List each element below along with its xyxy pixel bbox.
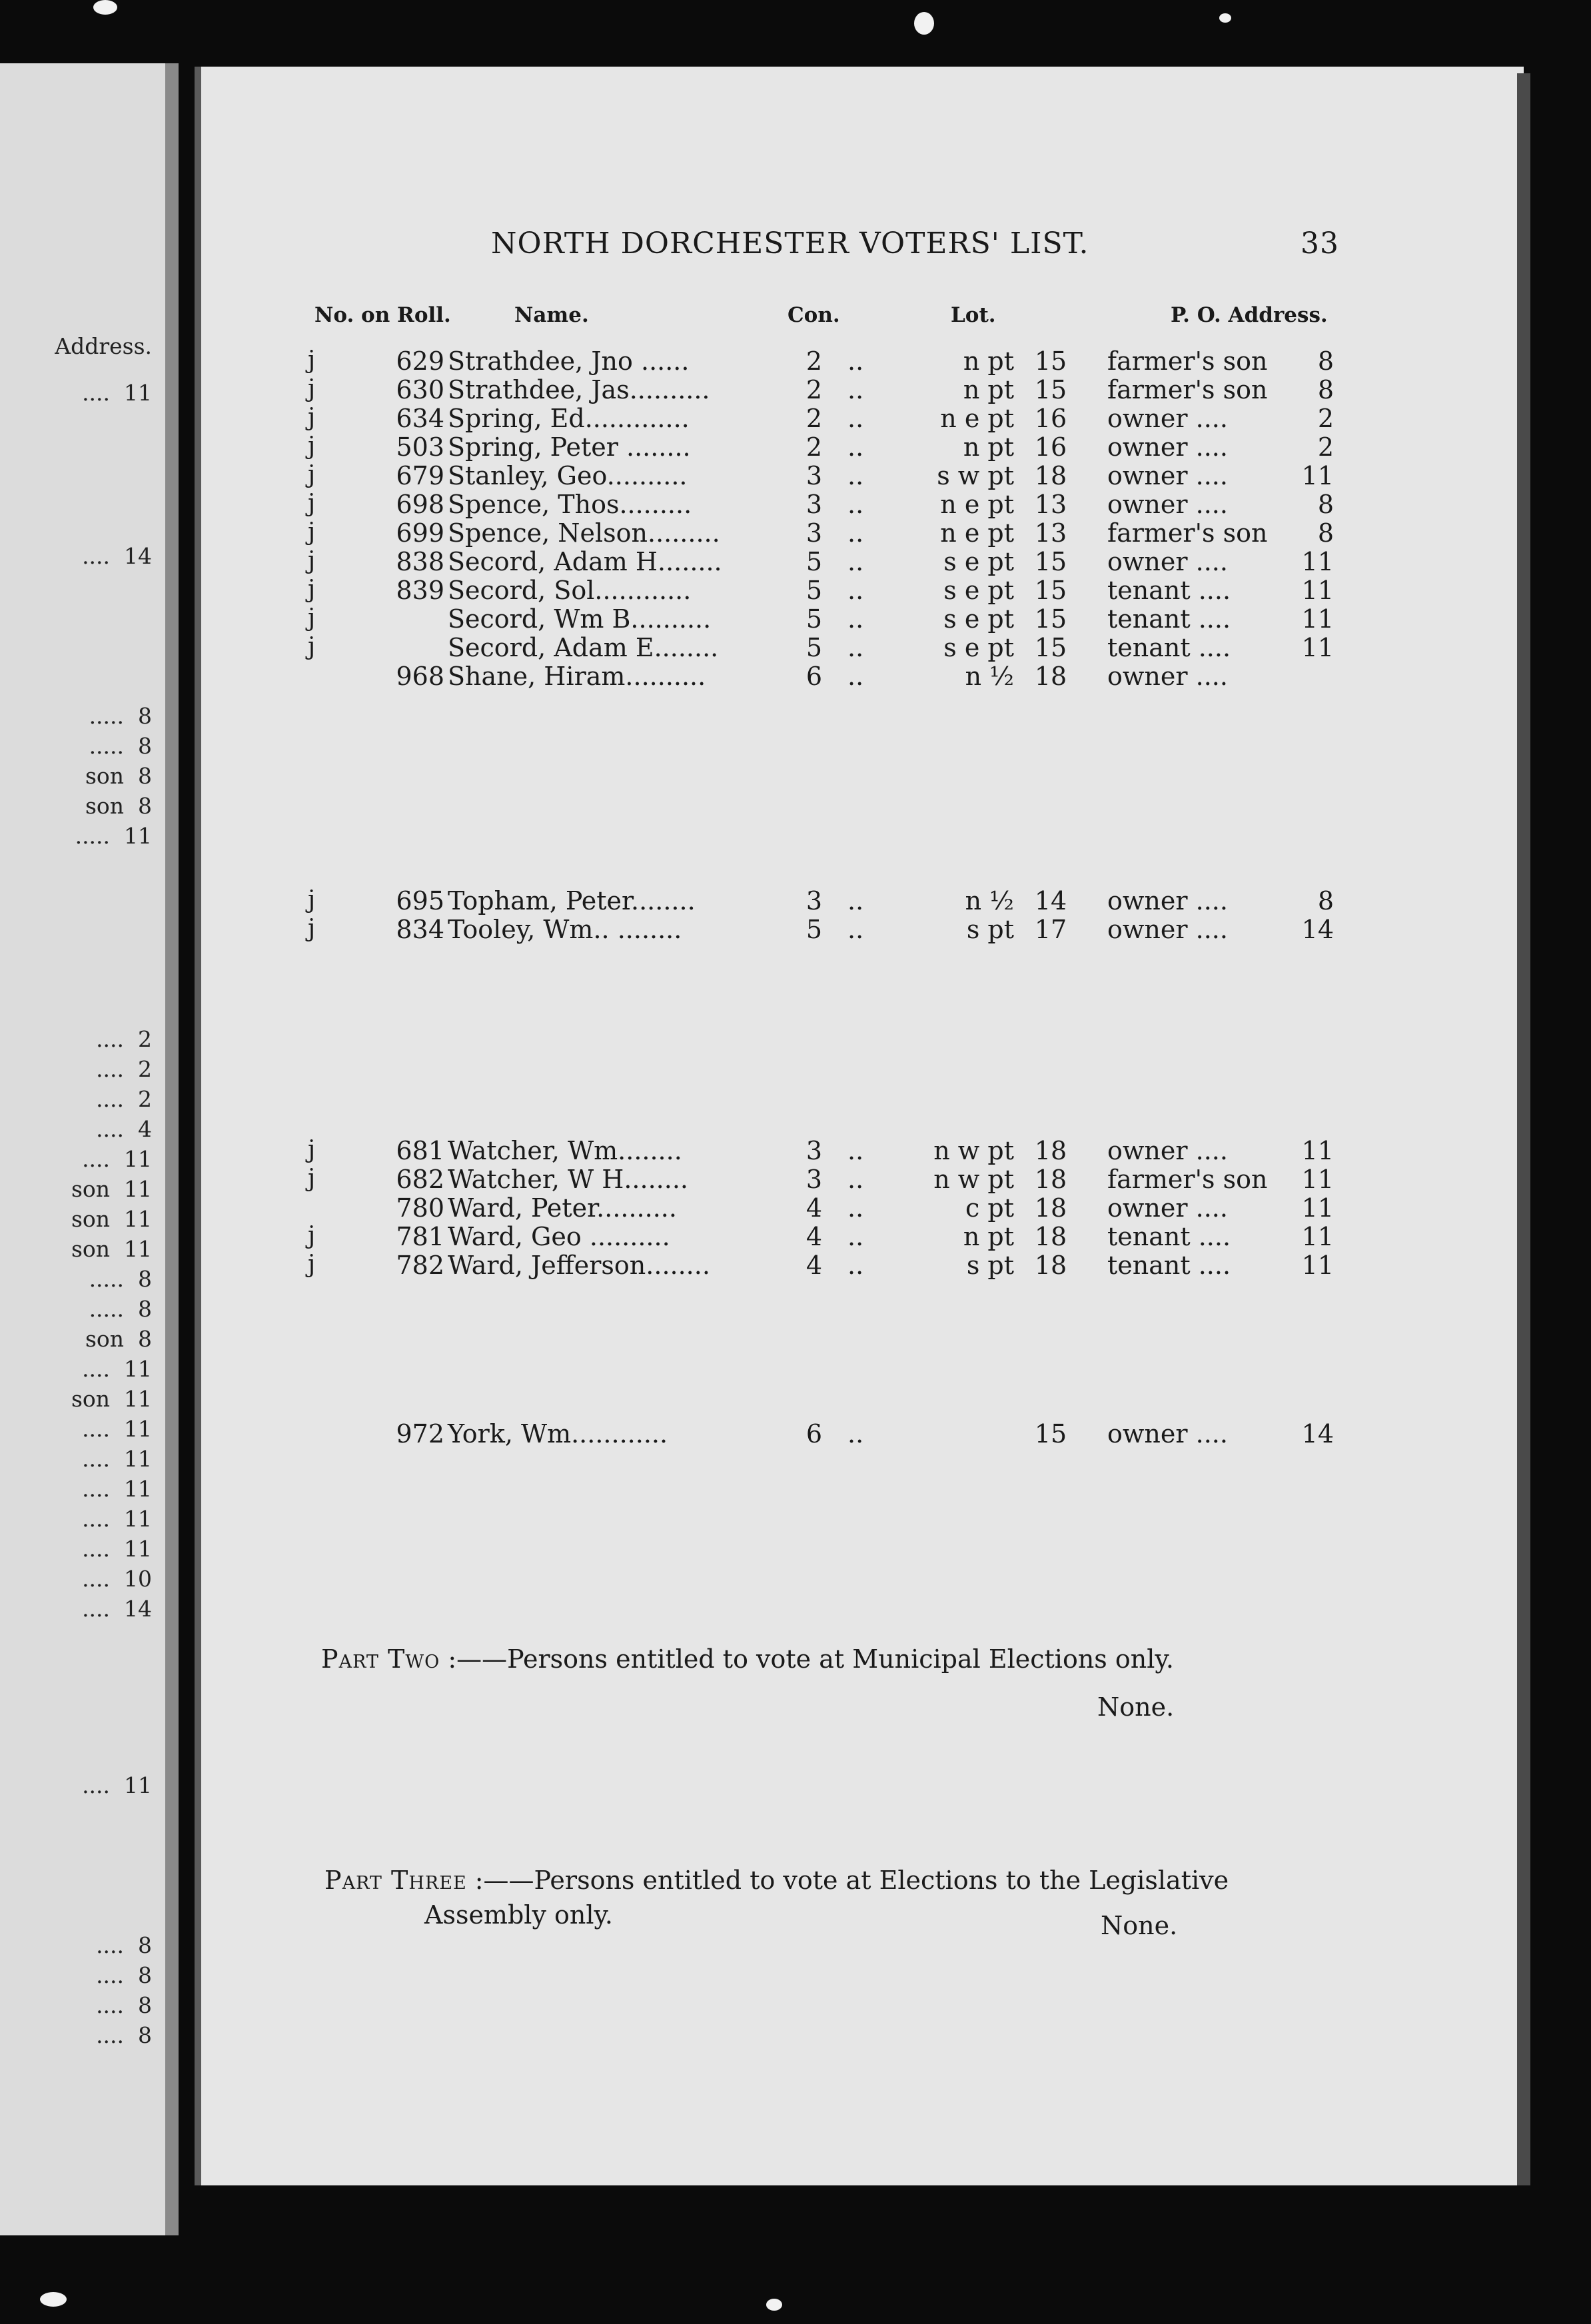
cell-po: 11 xyxy=(1301,1222,1334,1251)
table-row xyxy=(201,547,1500,578)
left-page-line: son 11 xyxy=(71,1386,152,1412)
table-row xyxy=(201,1251,1500,1281)
cell-po: 2 xyxy=(1317,404,1334,433)
cell-con: 5 xyxy=(805,633,823,662)
cell-roll: 838 xyxy=(396,547,444,576)
cell-roll: 782 xyxy=(396,1251,444,1280)
cell-j: j xyxy=(308,1136,316,1163)
cell-name: Stanley, Geo.......... xyxy=(448,461,688,490)
cell-status: owner .... xyxy=(1107,1136,1228,1165)
cell-lot: s e pt xyxy=(943,547,1014,576)
left-page-line: ..... 8 xyxy=(89,733,152,759)
cell-dots: .. xyxy=(847,346,864,376)
cell-name: Strathdee, Jas.......... xyxy=(448,375,710,404)
cell-dots: .. xyxy=(847,547,864,576)
cell-po: 8 xyxy=(1317,518,1334,548)
cell-po: 11 xyxy=(1301,1136,1334,1165)
cell-j: j xyxy=(308,1165,316,1192)
cell-roll: 679 xyxy=(396,461,444,490)
cell-status: owner .... xyxy=(1107,461,1228,490)
cell-po: 8 xyxy=(1317,375,1334,404)
left-page-line: .... 11 xyxy=(82,1416,152,1442)
cell-dots: .. xyxy=(847,461,864,490)
cell-name: Spence, Nelson......... xyxy=(448,518,720,548)
cell-name: Watcher, Wm........ xyxy=(448,1136,682,1165)
cell-con: 5 xyxy=(805,604,823,634)
cell-lot: n w pt xyxy=(933,1136,1014,1165)
cell-lotn: 18 xyxy=(1034,662,1067,691)
cell-po: 11 xyxy=(1301,547,1334,576)
page-edge-shadow xyxy=(1517,73,1530,2185)
cell-lotn: 15 xyxy=(1034,1419,1067,1449)
column-header-name: Name. xyxy=(514,303,589,327)
cell-lotn: 15 xyxy=(1034,633,1067,662)
table-row xyxy=(201,576,1500,606)
part-three-heading xyxy=(324,1866,1229,1895)
table-row xyxy=(201,1193,1500,1224)
table-row xyxy=(201,518,1500,549)
cell-lot: n w pt xyxy=(933,1165,1014,1194)
cell-po: 2 xyxy=(1317,432,1334,462)
cell-roll: 781 xyxy=(396,1222,444,1251)
cell-roll: 780 xyxy=(396,1193,444,1223)
left-page-line: ..... 8 xyxy=(89,1266,152,1292)
cell-roll: 682 xyxy=(396,1165,444,1194)
left-page-line: .... 11 xyxy=(82,1446,152,1472)
cell-con: 2 xyxy=(805,346,823,376)
cell-po: 11 xyxy=(1301,633,1334,662)
cell-j: j xyxy=(308,576,316,603)
cell-j: j xyxy=(308,1222,316,1249)
cell-dots: .. xyxy=(847,1136,864,1165)
cell-roll: 630 xyxy=(396,375,444,404)
cell-name: Topham, Peter........ xyxy=(448,886,696,915)
part-three-text: :——Persons entitled to vote at Elections to the Legislative xyxy=(474,1866,1229,1895)
cell-name: Secord, Wm B.......... xyxy=(448,604,712,634)
cell-lotn: 15 xyxy=(1034,604,1067,634)
cell-dots: .. xyxy=(847,604,864,634)
left-page-line: .... 11 xyxy=(82,380,152,406)
cell-con: 4 xyxy=(805,1222,823,1251)
cell-lot: n pt xyxy=(963,1222,1014,1251)
cell-po: 11 xyxy=(1301,1165,1334,1194)
cell-j: j xyxy=(308,432,316,460)
cell-po: 8 xyxy=(1317,886,1334,915)
cell-name: Shane, Hiram.......... xyxy=(448,662,706,691)
cell-name: Secord, Sol............ xyxy=(448,576,692,605)
cell-j: j xyxy=(308,633,316,660)
part-two-none: None. xyxy=(1097,1692,1175,1722)
cell-roll: 968 xyxy=(396,662,444,691)
cell-status: farmer's son xyxy=(1107,518,1268,548)
cell-lotn: 15 xyxy=(1034,375,1067,404)
left-page-line: .... 11 xyxy=(82,1146,152,1172)
cell-roll: 503 xyxy=(396,432,444,462)
cell-lot: n e pt xyxy=(940,404,1014,433)
cell-lot: n e pt xyxy=(940,490,1014,519)
cell-status: owner .... xyxy=(1107,662,1228,691)
left-page-line: .... 14 xyxy=(82,543,152,569)
cell-lotn: 16 xyxy=(1034,432,1067,462)
cell-roll: 634 xyxy=(396,404,444,433)
left-page-line: .... 2 xyxy=(96,1056,152,1082)
cell-lotn: 13 xyxy=(1034,518,1067,548)
page-number: 33 xyxy=(1301,227,1339,261)
left-page-line: .... 11 xyxy=(82,1536,152,1562)
cell-dots: .. xyxy=(847,1193,864,1223)
cell-name: Ward, Jefferson........ xyxy=(448,1251,710,1280)
cell-po: 14 xyxy=(1301,915,1334,944)
cell-j: j xyxy=(308,886,316,913)
cell-status: farmer's son xyxy=(1107,1165,1268,1194)
cell-dots: .. xyxy=(847,432,864,462)
cell-status: owner .... xyxy=(1107,432,1228,462)
left-page-line: .... 8 xyxy=(96,2022,152,2048)
cell-name: Ward, Geo .......... xyxy=(448,1222,670,1251)
cell-con: 2 xyxy=(805,375,823,404)
cell-lot: n pt xyxy=(963,432,1014,462)
cell-lotn: 15 xyxy=(1034,346,1067,376)
left-page-line: .... 11 xyxy=(82,1772,152,1798)
cell-dots: .. xyxy=(847,404,864,433)
table-row xyxy=(201,1419,1500,1450)
table-row xyxy=(201,346,1500,377)
cell-po: 11 xyxy=(1301,1251,1334,1280)
cell-status: owner .... xyxy=(1107,915,1228,944)
cell-dots: .. xyxy=(847,1222,864,1251)
left-page-line: .... 14 xyxy=(82,1596,152,1622)
cell-lotn: 17 xyxy=(1034,915,1067,944)
cell-lotn: 13 xyxy=(1034,490,1067,519)
cell-dots: .. xyxy=(847,886,864,915)
cell-lot: n pt xyxy=(963,346,1014,376)
left-page-line: son 11 xyxy=(71,1236,152,1262)
part-two-text: :——Persons entitled to vote at Municipal Elections only. xyxy=(448,1644,1174,1674)
cell-name: Secord, Adam H........ xyxy=(448,547,722,576)
cell-roll: 972 xyxy=(396,1419,444,1449)
cell-status: tenant .... xyxy=(1107,1222,1231,1251)
column-header-roll: No. on Roll. xyxy=(314,303,451,327)
table-row xyxy=(201,490,1500,520)
document-page xyxy=(195,67,1524,2185)
cell-status: farmer's son xyxy=(1107,375,1268,404)
cell-dots: .. xyxy=(847,518,864,548)
left-page-line: .... 11 xyxy=(82,1356,152,1382)
cell-lotn: 15 xyxy=(1034,576,1067,605)
cell-con: 3 xyxy=(805,1136,823,1165)
cell-status: owner .... xyxy=(1107,886,1228,915)
cell-lot: n e pt xyxy=(940,518,1014,548)
cell-dots: .. xyxy=(847,375,864,404)
cell-lotn: 16 xyxy=(1034,404,1067,433)
table-row xyxy=(201,461,1500,492)
cell-dots: .. xyxy=(847,915,864,944)
left-page-line: ..... 8 xyxy=(89,703,152,729)
cell-po: 11 xyxy=(1301,604,1334,634)
table-row xyxy=(201,633,1500,664)
cell-name: Strathdee, Jno ...... xyxy=(448,346,690,376)
cell-status: owner .... xyxy=(1107,1193,1228,1223)
cell-name: Spring, Peter ........ xyxy=(448,432,691,462)
table-row xyxy=(201,1136,1500,1167)
cell-status: owner .... xyxy=(1107,404,1228,433)
cell-lot: n pt xyxy=(963,375,1014,404)
cell-roll: 839 xyxy=(396,576,444,605)
left-page-line: .... 2 xyxy=(96,1086,152,1112)
cell-po: 11 xyxy=(1301,461,1334,490)
cell-j: j xyxy=(308,490,316,517)
cell-dots: .. xyxy=(847,633,864,662)
cell-lot: c pt xyxy=(965,1193,1014,1223)
table-row xyxy=(201,1222,1500,1253)
cell-j: j xyxy=(308,375,316,402)
cell-name: Spring, Ed............. xyxy=(448,404,690,433)
cell-roll: 698 xyxy=(396,490,444,519)
cell-name: Watcher, W H........ xyxy=(448,1165,688,1194)
left-page-line: son 8 xyxy=(85,793,152,819)
cell-con: 3 xyxy=(805,886,823,915)
cell-roll: 695 xyxy=(396,886,444,915)
cell-con: 6 xyxy=(805,1419,823,1449)
film-speck xyxy=(766,2299,782,2311)
cell-lotn: 18 xyxy=(1034,1136,1067,1165)
page-binding xyxy=(165,63,179,2235)
page-title: NORTH DORCHESTER VOTERS' LIST. xyxy=(491,227,1089,261)
left-page-line: .... 8 xyxy=(96,1992,152,2018)
cell-con: 3 xyxy=(805,518,823,548)
column-header-con: Con. xyxy=(788,303,840,327)
cell-j: j xyxy=(308,604,316,632)
cell-con: 4 xyxy=(805,1251,823,1280)
left-page-line: .... 11 xyxy=(82,1476,152,1502)
column-header-po-address: P. O. Address. xyxy=(1171,303,1328,327)
cell-j: j xyxy=(308,404,316,431)
film-speck xyxy=(40,2292,67,2307)
table-row xyxy=(201,915,1500,945)
cell-status: owner .... xyxy=(1107,490,1228,519)
table-row xyxy=(201,432,1500,463)
cell-lotn: 18 xyxy=(1034,1165,1067,1194)
part-two-label: Part Two xyxy=(321,1644,440,1674)
cell-po: 11 xyxy=(1301,1193,1334,1223)
part-three-text-cont: Assembly only. xyxy=(424,1900,613,1930)
cell-lotn: 15 xyxy=(1034,547,1067,576)
cell-j: j xyxy=(308,461,316,488)
cell-lotn: 18 xyxy=(1034,1193,1067,1223)
cell-j: j xyxy=(308,547,316,574)
cell-roll: 699 xyxy=(396,518,444,548)
cell-lot: s pt xyxy=(966,915,1014,944)
left-facing-page xyxy=(0,63,179,2235)
cell-con: 2 xyxy=(805,404,823,433)
cell-lotn: 18 xyxy=(1034,1222,1067,1251)
cell-status: tenant .... xyxy=(1107,604,1231,634)
cell-con: 2 xyxy=(805,432,823,462)
cell-dots: .. xyxy=(847,662,864,691)
left-page-line: son 11 xyxy=(71,1176,152,1202)
cell-con: 5 xyxy=(805,547,823,576)
cell-con: 5 xyxy=(805,915,823,944)
cell-lot: s e pt xyxy=(943,633,1014,662)
left-page-line: .... 8 xyxy=(96,1962,152,1988)
cell-po: 14 xyxy=(1301,1419,1334,1449)
cell-dots: .. xyxy=(847,576,864,605)
cell-lot: s pt xyxy=(966,1251,1014,1280)
part-three-label: Part Three xyxy=(324,1866,467,1895)
table-row xyxy=(201,375,1500,406)
cell-j: j xyxy=(308,1251,316,1278)
cell-roll: 629 xyxy=(396,346,444,376)
cell-roll: 834 xyxy=(396,915,444,944)
cell-lotn: 14 xyxy=(1034,886,1067,915)
cell-lotn: 18 xyxy=(1034,1251,1067,1280)
part-three-none: None. xyxy=(1101,1911,1178,1940)
cell-name: Spence, Thos......... xyxy=(448,490,692,519)
cell-j: j xyxy=(308,915,316,942)
cell-dots: .. xyxy=(847,490,864,519)
cell-po: 8 xyxy=(1317,346,1334,376)
left-page-line: .... 8 xyxy=(96,1932,152,1958)
table-row xyxy=(201,404,1500,434)
cell-name: Secord, Adam E........ xyxy=(448,633,719,662)
left-page-line: ..... 11 xyxy=(75,823,152,849)
cell-con: 3 xyxy=(805,461,823,490)
cell-con: 6 xyxy=(805,662,823,691)
cell-dots: .. xyxy=(847,1419,864,1449)
left-page-line: .... 2 xyxy=(96,1026,152,1052)
cell-lot: n ½ xyxy=(965,662,1014,691)
left-page-line: Address. xyxy=(55,333,152,359)
cell-dots: .. xyxy=(847,1165,864,1194)
film-speck xyxy=(93,0,117,15)
cell-j: j xyxy=(308,518,316,546)
left-page-line: son 11 xyxy=(71,1206,152,1232)
cell-lotn: 18 xyxy=(1034,461,1067,490)
cell-status: owner .... xyxy=(1107,547,1228,576)
cell-name: York, Wm............ xyxy=(448,1419,668,1449)
cell-lot: s w pt xyxy=(937,461,1014,490)
left-page-line: .... 10 xyxy=(82,1566,152,1592)
table-row xyxy=(201,662,1500,692)
cell-status: tenant .... xyxy=(1107,1251,1231,1280)
left-page-line: .... 11 xyxy=(82,1506,152,1532)
cell-status: farmer's son xyxy=(1107,346,1268,376)
cell-name: Ward, Peter.......... xyxy=(448,1193,677,1223)
table-row xyxy=(201,604,1500,635)
cell-j: j xyxy=(308,346,316,374)
cell-lot: s e pt xyxy=(943,576,1014,605)
table-row xyxy=(201,886,1500,917)
cell-con: 3 xyxy=(805,1165,823,1194)
cell-roll: 681 xyxy=(396,1136,444,1165)
cell-name: Tooley, Wm.. ........ xyxy=(448,915,682,944)
left-page-line: son 8 xyxy=(85,1326,152,1352)
left-page-line: .... 4 xyxy=(96,1116,152,1142)
cell-lot: s e pt xyxy=(943,604,1014,634)
cell-lot: n ½ xyxy=(965,886,1014,915)
cell-status: tenant .... xyxy=(1107,576,1231,605)
left-page-line: ..... 8 xyxy=(89,1296,152,1322)
part-two-heading xyxy=(321,1644,1174,1674)
cell-con: 5 xyxy=(805,576,823,605)
film-speck xyxy=(1219,13,1231,23)
cell-po: 8 xyxy=(1317,490,1334,519)
cell-status: tenant .... xyxy=(1107,633,1231,662)
cell-con: 4 xyxy=(805,1193,823,1223)
film-speck xyxy=(914,12,934,35)
cell-con: 3 xyxy=(805,490,823,519)
cell-dots: .. xyxy=(847,1251,864,1280)
table-row xyxy=(201,1165,1500,1195)
column-header-lot: Lot. xyxy=(951,303,996,327)
left-page-line: son 8 xyxy=(85,763,152,789)
cell-status: owner .... xyxy=(1107,1419,1228,1449)
cell-po: 11 xyxy=(1301,576,1334,605)
